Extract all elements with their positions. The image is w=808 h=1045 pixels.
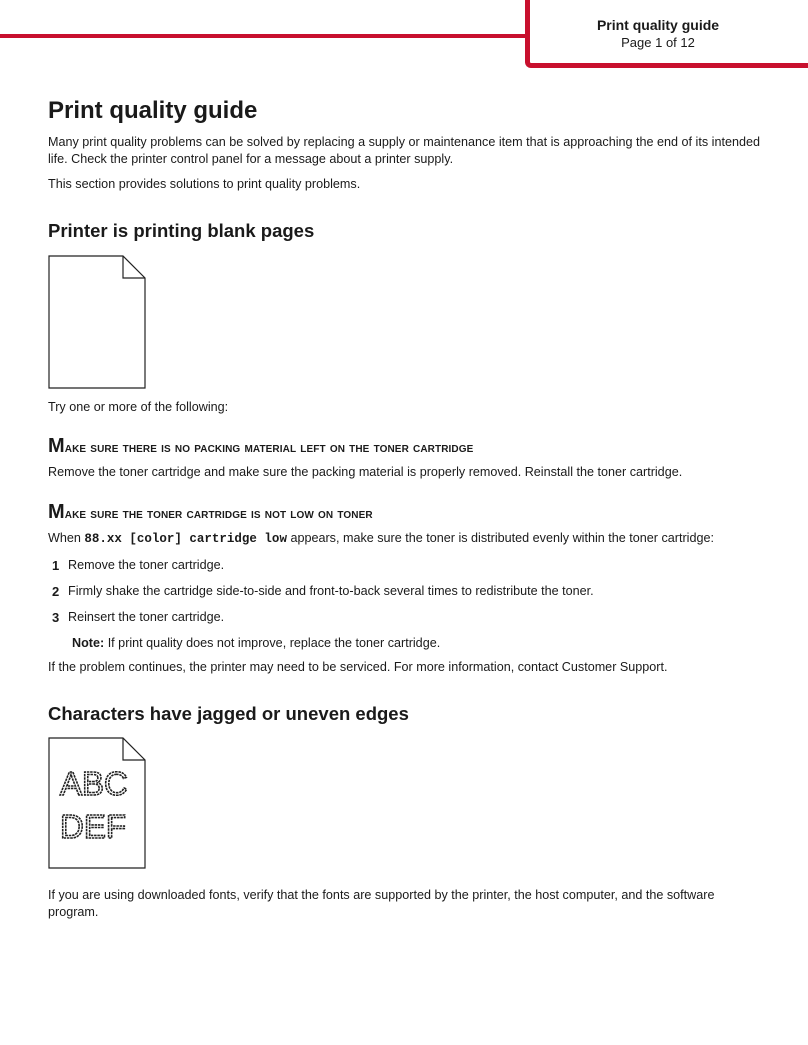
intro-paragraph: Many print quality problems can be solved by replacing a supply or maintenance item that is approaching the end of its intended life. Check the printer control panel for a message about a printer supply. [48, 135, 760, 166]
packing-material-text: Remove the toner cartridge and make sure the packing material is properly removed. Reinstall the toner cartridge. [48, 465, 683, 479]
sample-text-abc: ABC [60, 765, 128, 802]
jagged-text-page-icon [48, 737, 148, 869]
header-rule [0, 34, 528, 38]
header-page-number: Page 1 of 12 [621, 35, 695, 50]
note-label: Note: [72, 636, 105, 650]
cartridge-low-message: 88.xx [color] cartridge low [84, 532, 287, 546]
toner-steps-list [48, 557, 768, 626]
try-following-text: Try one or more of the following: [48, 400, 229, 414]
page-title: Print quality guide [48, 97, 258, 124]
list-item: 2 Firmly shake the cartridge side-to-side and front-to-back several times to redistribute the toner. [52, 584, 594, 599]
blank-page-icon [48, 255, 148, 389]
subheading-packing-material: Make sure there is no packing material left on the toner cartridge [48, 435, 474, 457]
downloaded-fonts-text: If you are using downloaded fonts, verify that the fonts are supported by the printer, the host computer, and the software program. [48, 888, 715, 919]
header-tab [525, 0, 808, 68]
header-title: Print quality guide [596, 17, 720, 33]
note [48, 635, 768, 652]
list-item: 3 Reinsert the toner cartridge. [52, 610, 225, 625]
continue-text: If the problem continues, the printer may need to be serviced. For more information, contact Customer Support. [48, 660, 668, 674]
sample-text-def: DEF [60, 808, 126, 845]
list-item: 1 Remove the toner cartridge. [52, 558, 225, 573]
subheading-toner-low: Make sure the toner cartridge is not low on toner [48, 501, 373, 523]
document-body [48, 96, 768, 921]
intro-section-note: This section provides solutions to print quality problems. [48, 177, 361, 191]
note-text: If print quality does not improve, replace the toner cartridge. [107, 636, 441, 650]
heading-blank-pages: Printer is printing blank pages [48, 220, 315, 241]
heading-jagged-edges: Characters have jagged or uneven edges [48, 703, 409, 724]
toner-low-intro: When 88.xx [color] cartridge low appears, make sure the toner is distributed evenly within the toner cartridge: [48, 531, 714, 546]
